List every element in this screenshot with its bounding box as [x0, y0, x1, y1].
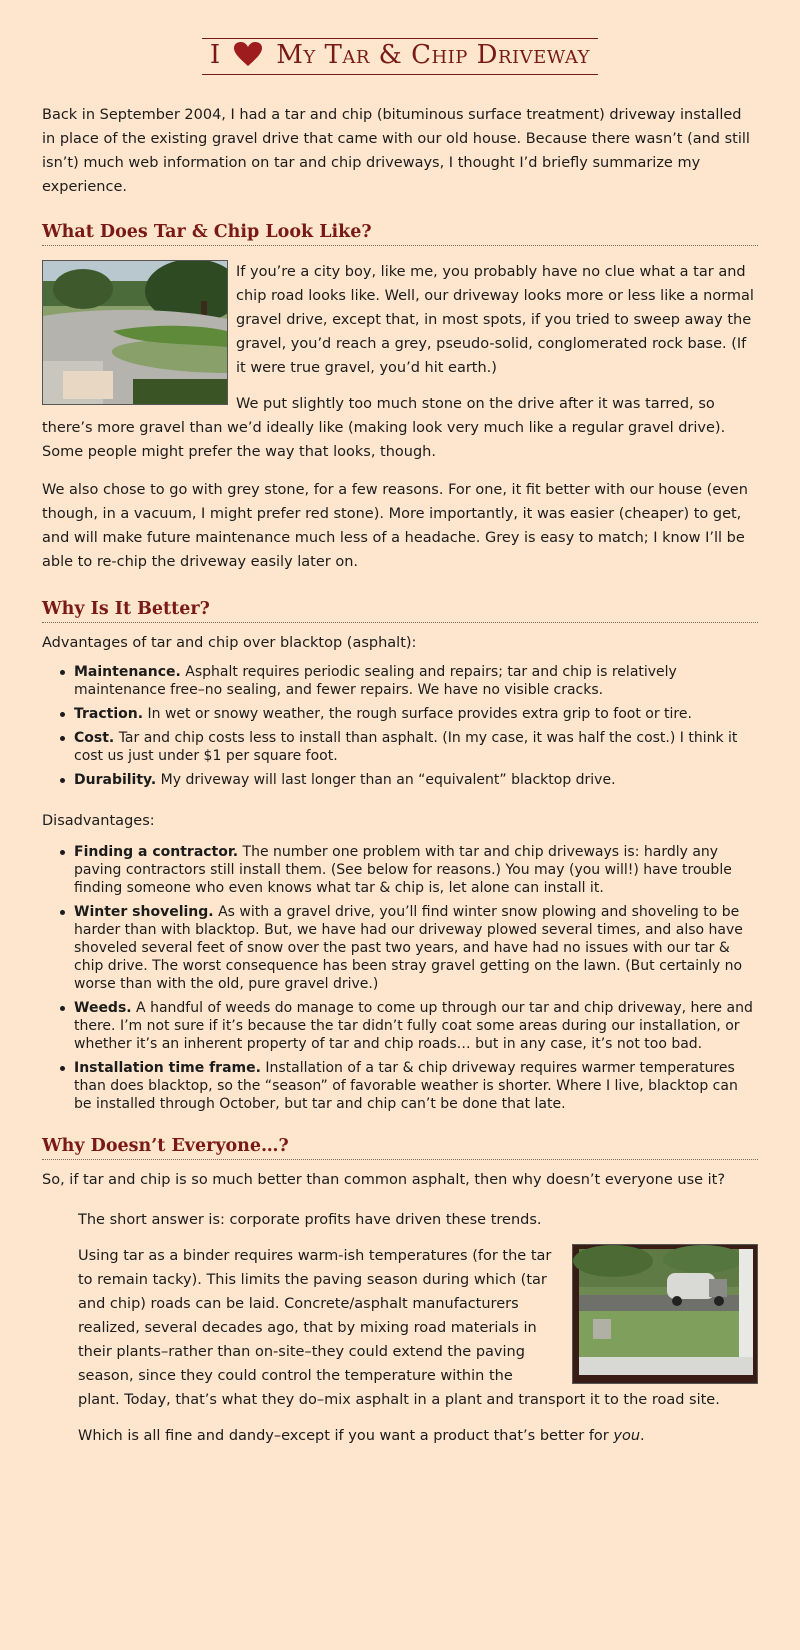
- page-title: [202, 38, 598, 75]
- why-not-paragraph-4-main: Which is all fine and dandy–except if you want a product that’s better for: [78, 1428, 614, 1444]
- list-item-term: Maintenance.: [74, 664, 181, 680]
- why-not-paragraph-3: Using tar as a binder requires warm-ish temperatures (for the tar to remain tacky). This limits the paving season during which (tar and chip) roads can be laid. Concrete/asphalt manufacturers realized, several decades ago, that by mixing road materials in their plants–rather than on-site–they could extend the paving season, since they could control the temperature within the plant. Today, that’s what they do–mix asphalt in a plant and transport it to the road site.: [78, 1248, 720, 1408]
- list-item: [74, 999, 758, 1053]
- advantages-list: [42, 663, 758, 789]
- list-item: [74, 663, 758, 699]
- list-item-text: Tar and chip costs less to install than asphalt. (In my case, it was half the cost.) I think it cost us just under $1 per square foot.: [74, 730, 738, 764]
- section-heading-look: What Does Tar & Chip Look Like?: [42, 221, 758, 246]
- list-item: [74, 903, 758, 993]
- list-item-text: In wet or snowy weather, the rough surface provides extra grip to foot or tire.: [143, 706, 692, 722]
- why-not-paragraph-4-end: .: [640, 1428, 645, 1444]
- advantages-intro: Advantages of tar and chip over blacktop (asphalt):: [42, 635, 417, 651]
- title-wrap: [42, 0, 758, 96]
- list-item-term: Winter shoveling.: [74, 904, 214, 920]
- disadvantages-intro: Disadvantages:: [42, 813, 155, 829]
- list-item-text: A handful of weeds do manage to come up through our tar and chip driveway, here and there. I’m not sure if it’s because the tar didn’t fully coat some areas during our installation, or whether it’s an inherent property of tar and chip roads… but in any case, it’s not too bad.: [74, 1000, 753, 1052]
- list-item: [74, 843, 758, 897]
- why-not-paragraph-1: So, if tar and chip is so much better than common asphalt, then why doesn’t everyone use it?: [42, 1172, 726, 1188]
- paving-truck-photo: [572, 1244, 758, 1384]
- why-not-paragraph-4: [78, 1424, 758, 1448]
- look-paragraph-1: If you’re a city boy, like me, you probably have no clue what a tar and chip road looks like. Well, our driveway looks more or less like a normal gravel drive, except that, in most spots, if you tried to sweep away the gravel, you’d reach a grey, pseudo-solid, conglomerated rock base. (If it were true gravel, you’d hit earth.): [236, 264, 754, 376]
- look-paragraph-3: We also chose to go with grey stone, for a few reasons. For one, it fit better with our house (even though, in a vacuum, I might prefer red stone). More importantly, it was easier (cheaper) to get, and will make future maintenance much less of a headache. Grey is easy to match; I know I’ll be able to re-chip the driveway easily later on.: [42, 482, 748, 570]
- list-item-text: The number one problem with tar and chip driveways is: hardly any paving contractors still install them. (See below for reasons.) You may (you will!) have trouble finding someone who even knows what tar & chip is, let alone can install it.: [74, 844, 732, 896]
- driveway-photo: [42, 260, 228, 405]
- list-item-term: Durability.: [74, 772, 157, 788]
- list-item: [74, 729, 758, 765]
- list-item-term: Installation time frame.: [74, 1060, 261, 1076]
- intro-paragraph: Back in September 2004, I had a tar and chip (bituminous surface treatment) driveway installed in place of the existing gravel drive that came with our old house. Because there wasn’t (and still isn’t) much web information on tar and chip driveways, I thought I’d briefly summarize my experience.: [42, 107, 750, 195]
- list-item-term: Cost.: [74, 730, 115, 746]
- list-item-text: Asphalt requires periodic sealing and repairs; tar and chip is relatively maintenance free–no sealing, and fewer repairs. We have no visible cracks.: [74, 664, 677, 698]
- list-item-text: As with a gravel drive, you’ll find winter snow plowing and shoveling to be harder than with blacktop. But, we have had our driveway plowed several times, and also have shoveled several feet of snow over the past two years, and have had no issues with our tar & chip drive. The worst consequence has been stray gravel getting on the lawn. (But certainly no worse than with the old, pure gravel drive.): [74, 904, 743, 992]
- title-prefix: I: [209, 40, 221, 70]
- list-item: [74, 705, 758, 723]
- section-look-body: [42, 260, 758, 574]
- list-item-term: Weeds.: [74, 1000, 132, 1016]
- why-not-quote: [42, 1208, 758, 1448]
- list-item-term: Traction.: [74, 706, 144, 722]
- disadvantages-list: [42, 843, 758, 1113]
- title-suffix: My Tar & Chip Driveway: [276, 40, 591, 70]
- section-heading-better: Why Is It Better?: [42, 598, 758, 623]
- list-item-text: My driveway will last longer than an “equivalent” blacktop drive.: [156, 772, 616, 788]
- look-paragraph-2: We put slightly too much stone on the drive after it was tarred, so there’s more gravel than we’d ideally like (making look very much like a regular gravel drive). Some people might prefer the way that looks, though.: [42, 396, 726, 460]
- why-not-paragraph-2: The short answer is: corporate profits have driven these trends.: [78, 1212, 542, 1228]
- why-not-body: [78, 1244, 758, 1448]
- list-item: [74, 771, 758, 789]
- why-not-paragraph-4-emphasis: you: [613, 1428, 641, 1444]
- list-item-term: Finding a contractor.: [74, 844, 239, 860]
- list-item: [74, 1059, 758, 1113]
- heart-icon: [233, 41, 263, 74]
- section-heading-why-not: Why Doesn’t Everyone…?: [42, 1135, 758, 1160]
- list-item-text: Installation of a tar & chip driveway requires warmer temperatures than does blacktop, so the “season” of favorable weather is shorter. Where I live, blacktop can be installed through October, but tar and chip can’t be done that late.: [74, 1060, 738, 1112]
